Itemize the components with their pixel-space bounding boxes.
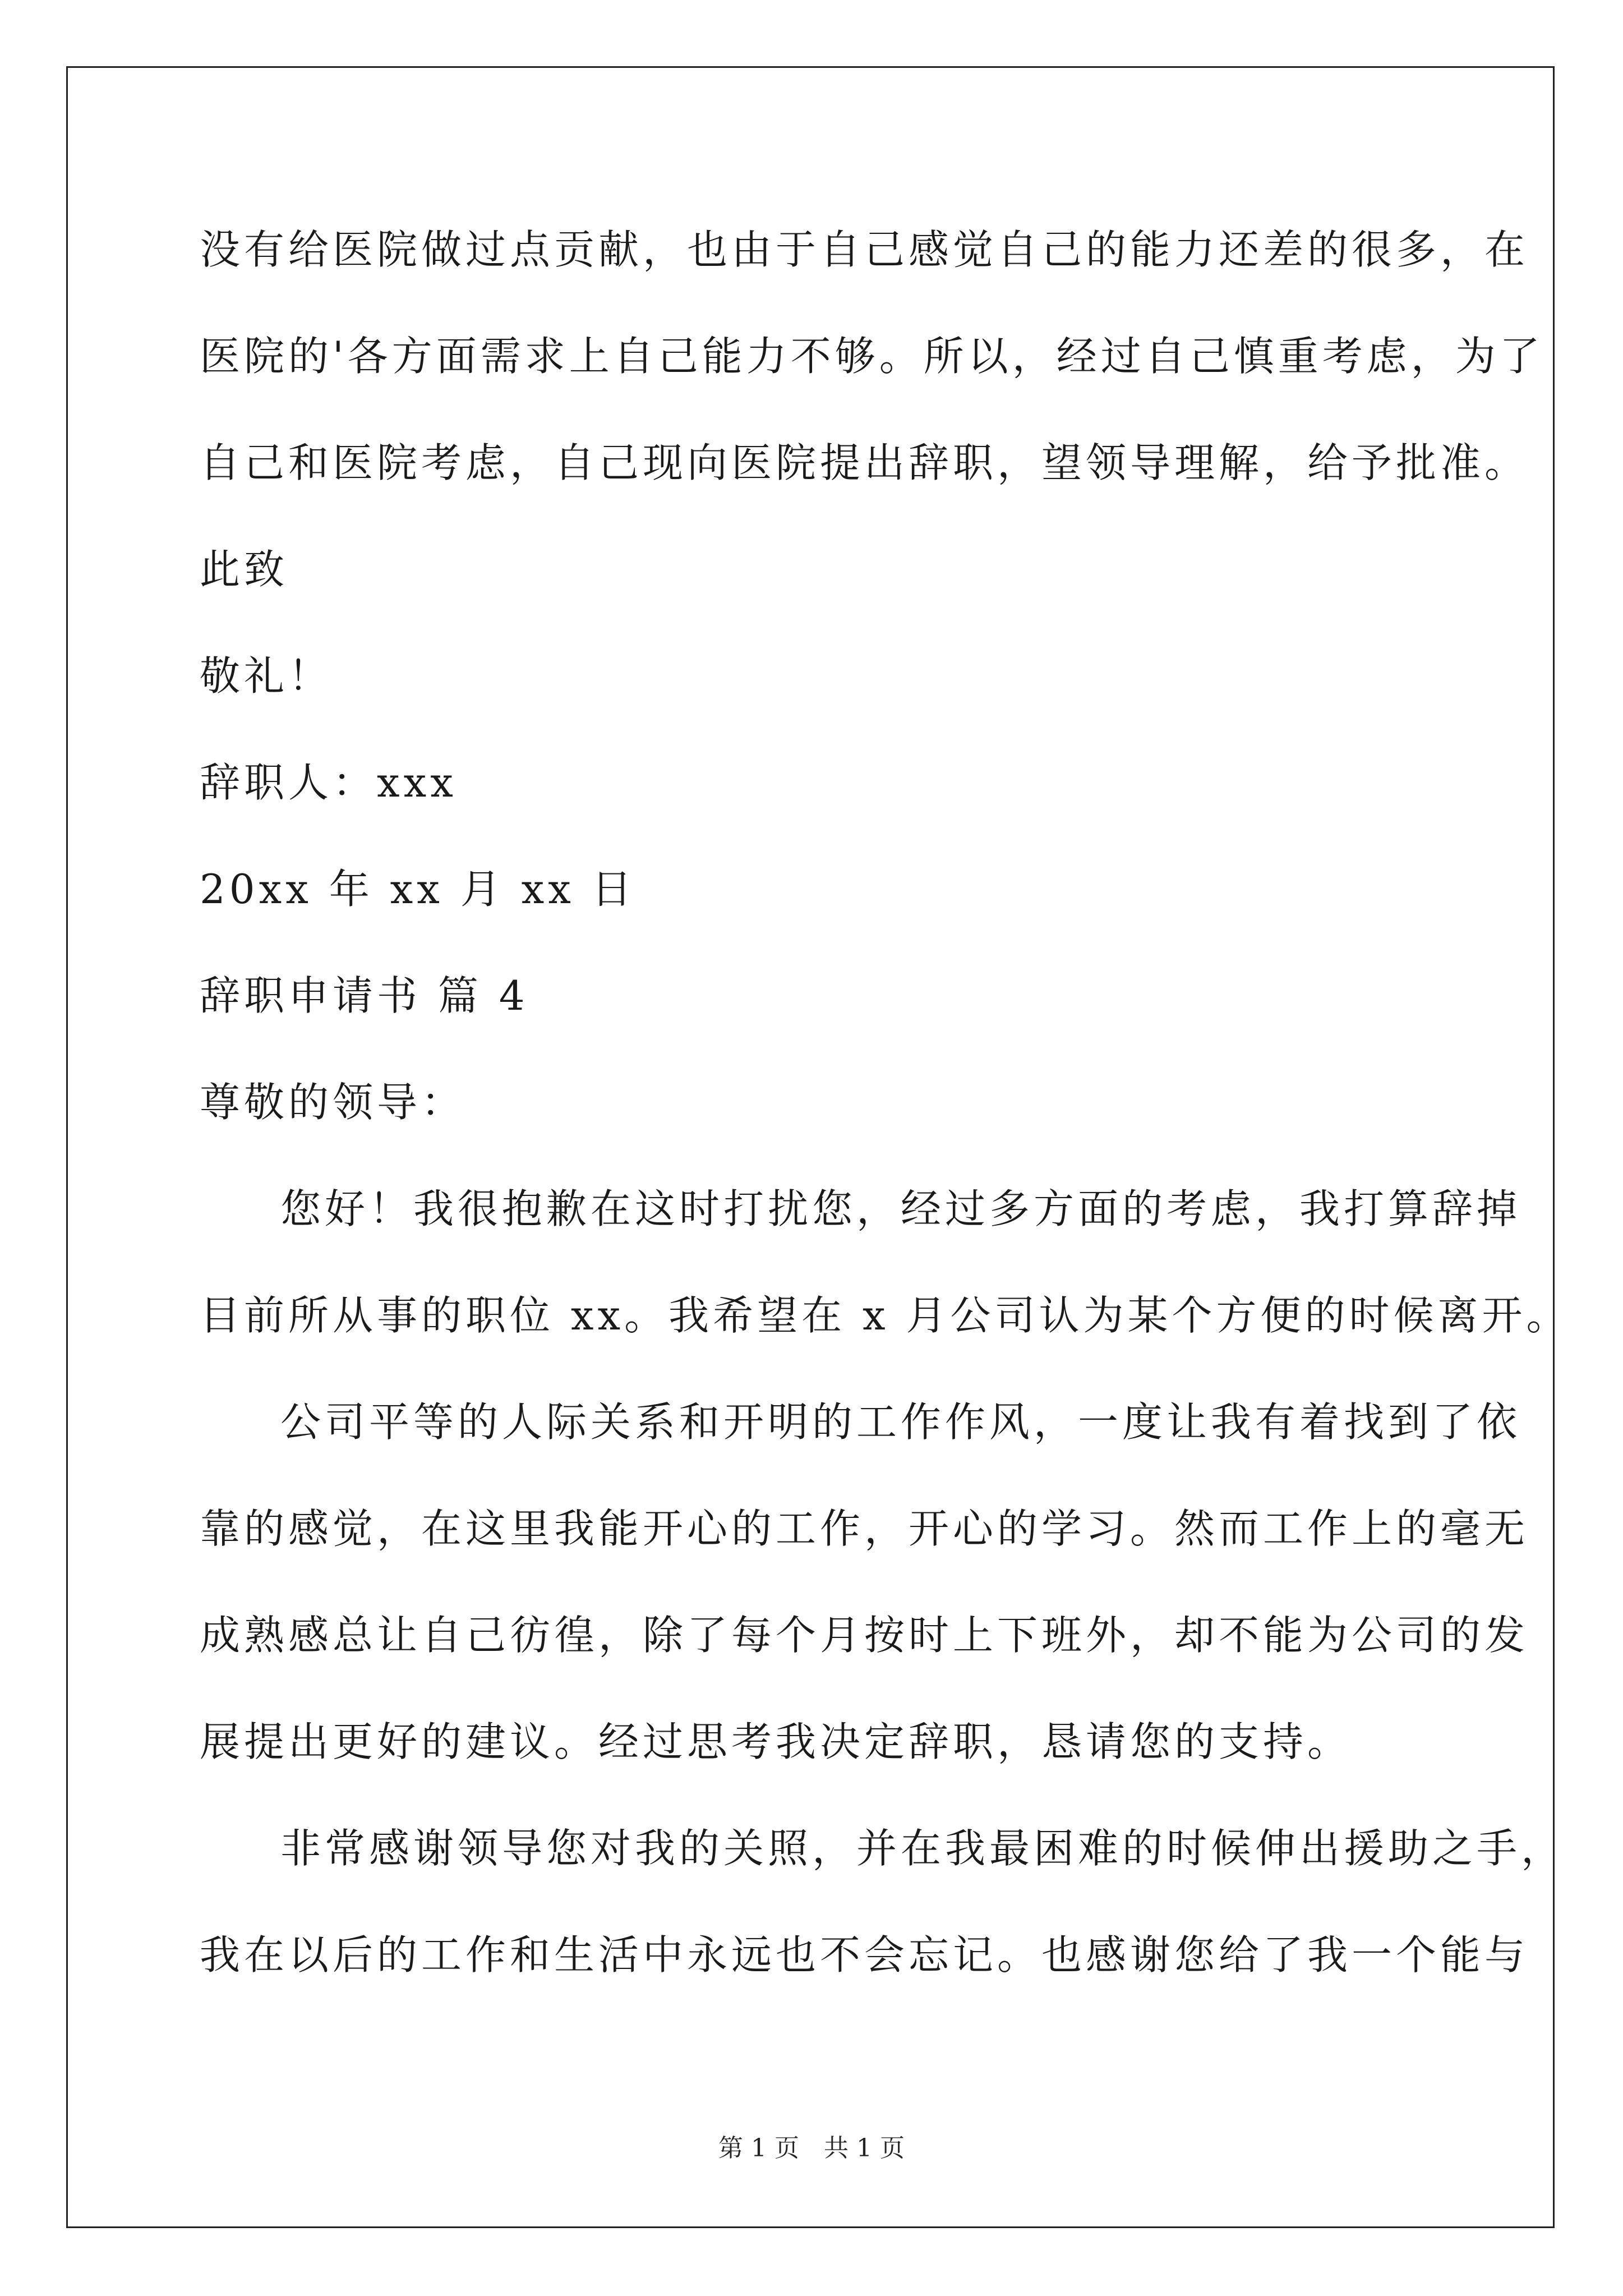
text-line: 没有给医院做过点贡献，也由于自己感觉自己的能力还差的很多，在 (200, 226, 1529, 273)
text-line: 非常感谢领导您对我的关照，并在我最困难的时候伸出援助之手， (280, 1825, 1566, 1872)
greeting: 尊敬的领导： (200, 1079, 466, 1126)
text-line: 您好！我很抱歉在这时打扰您，经过多方面的考虑，我打算辞掉 (280, 1185, 1521, 1232)
date-line: 20xx 年 xx 月 xx 日 (200, 866, 636, 913)
page-footer: 第 1 页 共 1 页 (718, 2134, 905, 2162)
section-title: 辞职申请书 篇 4 (200, 972, 529, 1019)
closing-regards: 敬礼！ (200, 652, 333, 700)
text-line: 自己和医院考虑，自己现向医院提出辞职，望领导理解，给予批准。 (200, 439, 1529, 486)
text-line: 公司平等的人际关系和开明的工作作风，一度让我有着找到了依 (280, 1398, 1521, 1446)
text-line: 展提出更好的建议。经过思考我决定辞职，恳请您的支持。 (200, 1718, 1352, 1765)
closing-salutation: 此致 (200, 546, 289, 593)
text-line: 医院的'各方面需求上自己能力不够。所以，经过自己慎重考虑，为了 (200, 333, 1544, 380)
text-line: 目前所从事的职位 xx。我希望在 x 月公司认为某个方便的时候离开。 (200, 1292, 1571, 1339)
signatory: 辞职人：xxx (200, 759, 457, 806)
text-line: 成熟感总让自己彷徨，除了每个月按时上下班外，却不能为公司的发 (200, 1612, 1529, 1659)
text-line: 我在以后的工作和生活中永远也不会忘记。也感谢您给了我一个能与 (200, 1931, 1529, 1978)
text-line: 靠的感觉，在这里我能开心的工作，开心的学习。然而工作上的毫无 (200, 1505, 1529, 1552)
document-body (200, 219, 1571, 2031)
